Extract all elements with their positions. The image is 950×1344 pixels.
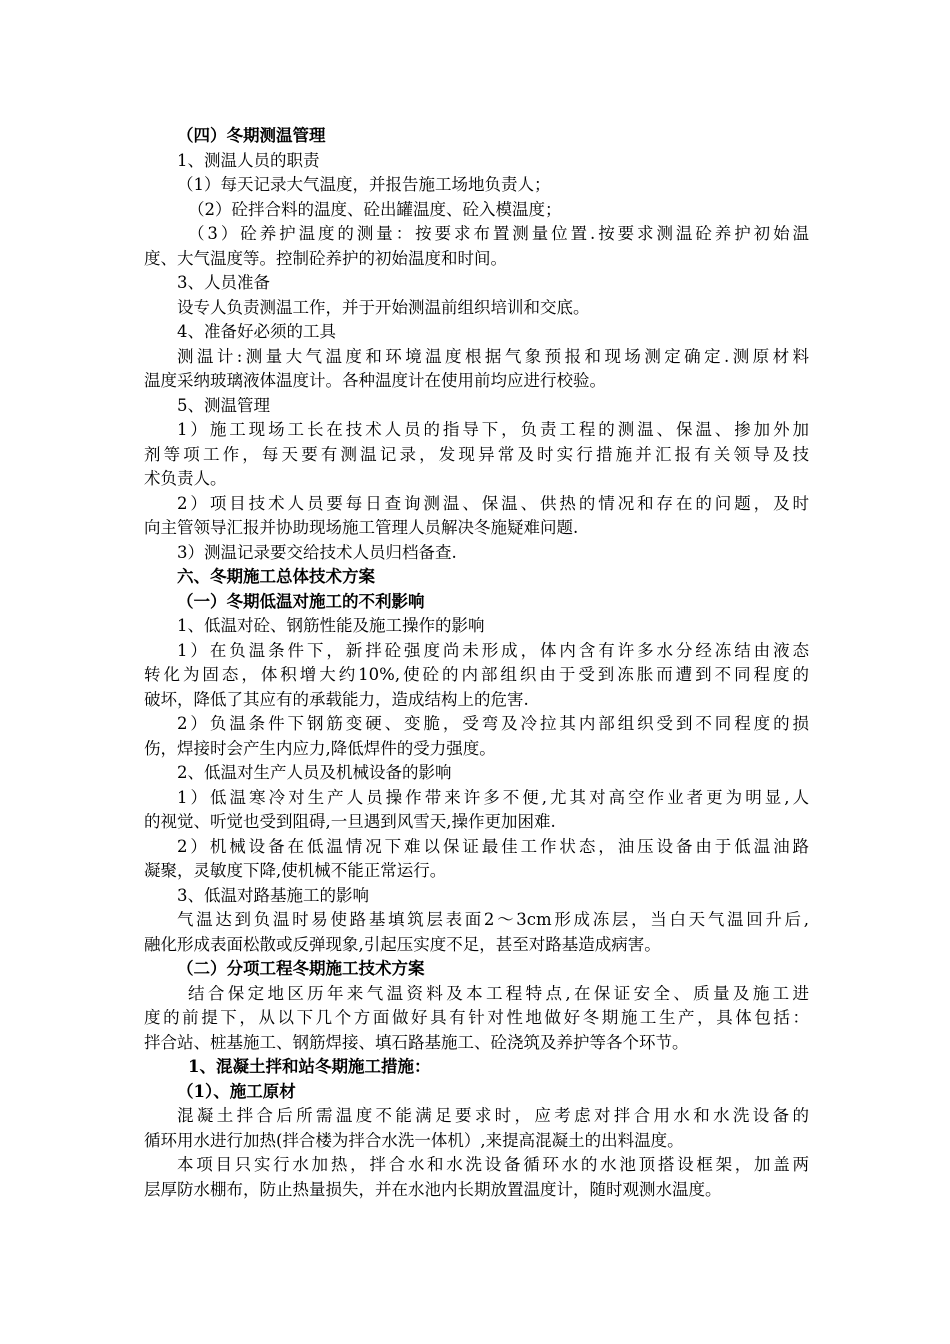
paragraph-line: 设专人负责测温工作，并于开始测温前组织培训和交底。 [177,297,590,317]
subheading: 4、准备好必须的工具 [177,322,336,341]
paragraph-line: 度的前提下，从以下几个方面做好具有针对性地做好冬期施工生产，具体包括： [144,1008,809,1027]
subheading: 3、低温对路基施工的影响 [177,885,369,905]
paragraph-line: 层厚防水棚布，防止热量损失，并在水池内长期放置温度计，随时观测水温度。 [144,1179,722,1199]
paragraph-line: 混凝土拌合后所需温度不能满足要求时，应考虑对拌合用水和水洗设备的 [177,1106,809,1125]
paragraph-line: 2）机械设备在低温情况下难以保证最佳工作状态，油压设备由于低温油路 [177,836,809,856]
paragraph-line: 的视觉、听觉也受到阻碍,一旦遇到风雪天,操作更加困难. [144,812,556,831]
section-heading: （一）冬期低温对施工的不利影响 [177,591,425,611]
section-heading: （1）、施工原材 [177,1081,296,1101]
paragraph-line: 1）低温寒冷对生产人员操作带来许多不便,尤其对高空作业者更为明显,人 [177,787,809,807]
paragraph-line: 2）负温条件下钢筋变硬、变脆，受弯及冷拉其内部组织受到不同程度的损 [177,714,809,733]
paragraph-line: 融化形成表面松散或反弹现象,引起压实度不足，甚至对路基造成病害。 [144,934,661,954]
paragraph-line: 1）施工现场工长在技术人员的指导下，负责工程的测温、保温、掺加外加 [177,420,809,439]
paragraph-line: 术负责人。 [144,469,227,488]
paragraph-line: 本项目只实行水加热，拌合水和水洗设备循环水的水池顶搭设框架，加盖两 [177,1155,809,1174]
section-heading: 六、冬期施工总体技术方案 [177,567,375,586]
list-item: （2）砼拌合料的温度、砼出罐温度、砼入模温度； [188,199,562,219]
section-heading: （四）冬期测温管理 [177,126,326,145]
paragraph-line: 向主管领导汇报并协助现场施工管理人员解决冬施疑难问题. [144,518,579,537]
paragraph-line: 1）在负温条件下，新拌砼强度尚未形成，体内含有许多水分经冻结由液态 [177,640,809,660]
subheading: 3、人员准备 [177,273,270,292]
list-item: （1）每天记录大气温度，并报告施工场地负责人； [177,175,551,194]
paragraph-line: 凝聚，灵敏度下降,使机械不能正常运行。 [144,861,447,880]
paragraph-line: 结合保定地区历年来气温资料及本工程特点,在保证安全、质量及施工进 [188,983,809,1003]
paragraph-line: 剂等项工作，每天要有测温记录，发现异常及时实行措施并汇报有关领导及技 [144,444,809,464]
paragraph-line: 气温达到负温时易使路基填筑层表面2～3cm形成冻层，当白天气温回升后, [177,910,809,929]
paragraph-line: 测温计:测量大气温度和环境温度根据气象预报和现场测定确定.测原材料 [177,346,809,366]
paragraph-line: （3）砼养护温度的测量：按要求布置测量位置.按要求测温砼养护初始温 [188,224,809,243]
paragraph-line: 温度采纳玻璃液体温度计。各种温度计在使用前均应进行校验。 [144,371,606,390]
paragraph-line: 度、大气温度等。控制砼养护的初始温度和时间。 [144,248,507,268]
subheading: 1、低温对砼、钢筋性能及施工操作的影响 [177,616,485,635]
document-page [144,124,809,1202]
section-heading: （二）分项工程冬期施工技术方案 [177,959,425,978]
subheading: 2、低温对生产人员及机械设备的影响 [177,763,452,782]
subheading: 5、测温管理 [177,395,270,415]
section-heading: 1、混凝土拌和站冬期施工措施： [188,1057,431,1076]
paragraph-line: 循环用水进行加热(拌合楼为拌合水洗一体机）,来提高混凝土的出料温度。 [144,1130,684,1150]
paragraph-line: 转化为固态，体积增大约10%,使砼的内部组织由于受到冻胀而遭到不同程度的 [144,665,809,684]
paragraph-line: 破坏，降低了其应有的承载能力，造成结构上的危害. [144,689,529,709]
paragraph-line: 3）测温记录要交给技术人员归档备查. [177,542,457,562]
paragraph-line: 2）项目技术人员要每日查询测温、保温、供热的情况和存在的问题，及时 [177,493,809,513]
paragraph-line: 伤，焊接时会产生内应力,降低焊件的受力强度。 [144,738,496,758]
subheading: 1、测温人员的职责 [177,150,320,170]
paragraph-line: 拌合站、桩基施工、钢筋焊接、填石路基施工、砼浇筑及养护等各个环节。 [144,1032,689,1052]
